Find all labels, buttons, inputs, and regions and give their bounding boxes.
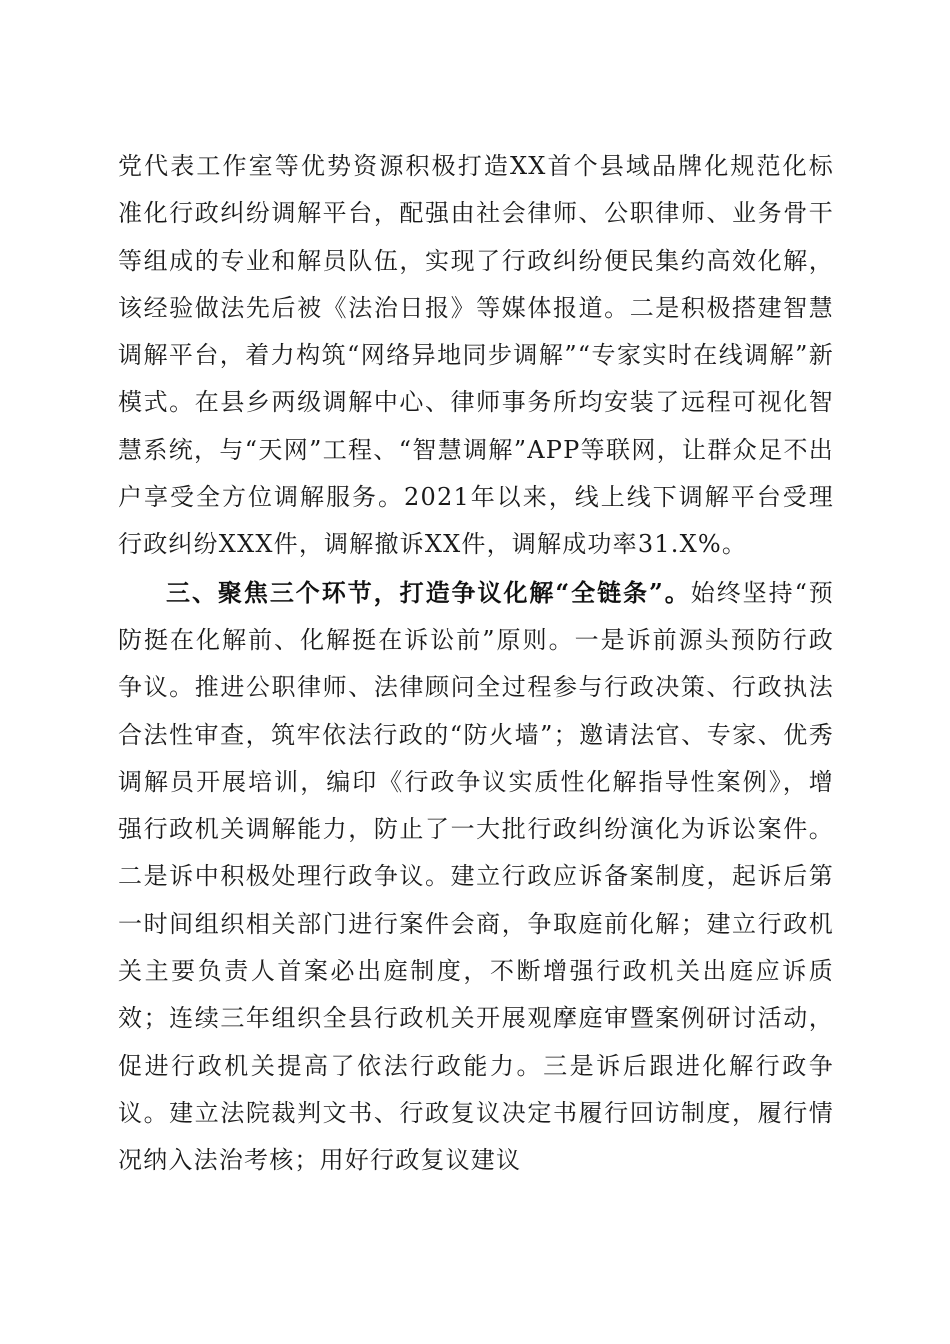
section-heading: 三、聚焦三个环节，打造争议化解“全链条”。 [166, 577, 691, 607]
paragraph-three-links [118, 569, 834, 1185]
document-body [118, 143, 834, 1185]
paragraph-text: 党代表工作室等优势资源积极打造XX首个县域品牌化规范化标准化行政纠纷调解平台，配强由社会律师、公职律师、业务骨干等组成的专业和解员队伍，实现了行政纠纷便民集约高效化解，该经验做法先后被《法治日报》等媒体报道。二是积极搭建智慧调解平台，着力构筑“网络异地同步调解”“专家实时在线调解”新模式。在县乡两级调解中心、律师事务所均安装了远程可视化智慧系统，与“天网”工程、“智慧调解”APP等联网，让群众足不出户享受全方位调解服务。2021年以来，线上线下调解平台受理行政纠纷XXX件，调解撤诉XX件，调解成功率31.X%。 [118, 152, 834, 559]
paragraph-mediation-platform [118, 143, 834, 569]
paragraph-text: 始终坚持“预防挺在化解前、化解挺在诉讼前”原则。一是诉前源头预防行政争议。推进公职律师、法律顾问全过程参与行政决策、行政执法合法性审查，筑牢依法行政的“防火墙”；邀请法官、专家、优秀调解员开展培训，编印《行政争议实质性化解指导性案例》，增强行政机关调解能力，防止了一大批行政纠纷演化为诉讼案件。二是诉中积极处理行政争议。建立行政应诉备案制度，起诉后第一时间组织相关部门进行案件会商，争取庭前化解；建立行政机关主要负责人首案必出庭制度，不断增强行政机关出庭应诉质效；连续三年组织全县行政机关开展观摩庭审暨案例研讨活动，促进行政机关提高了依法行政能力。三是诉后跟进化解行政争议。建立法院裁判文书、行政复议决定书履行回访制度，履行情况纳入法治考核；用好行政复议建议 [118, 578, 834, 1175]
